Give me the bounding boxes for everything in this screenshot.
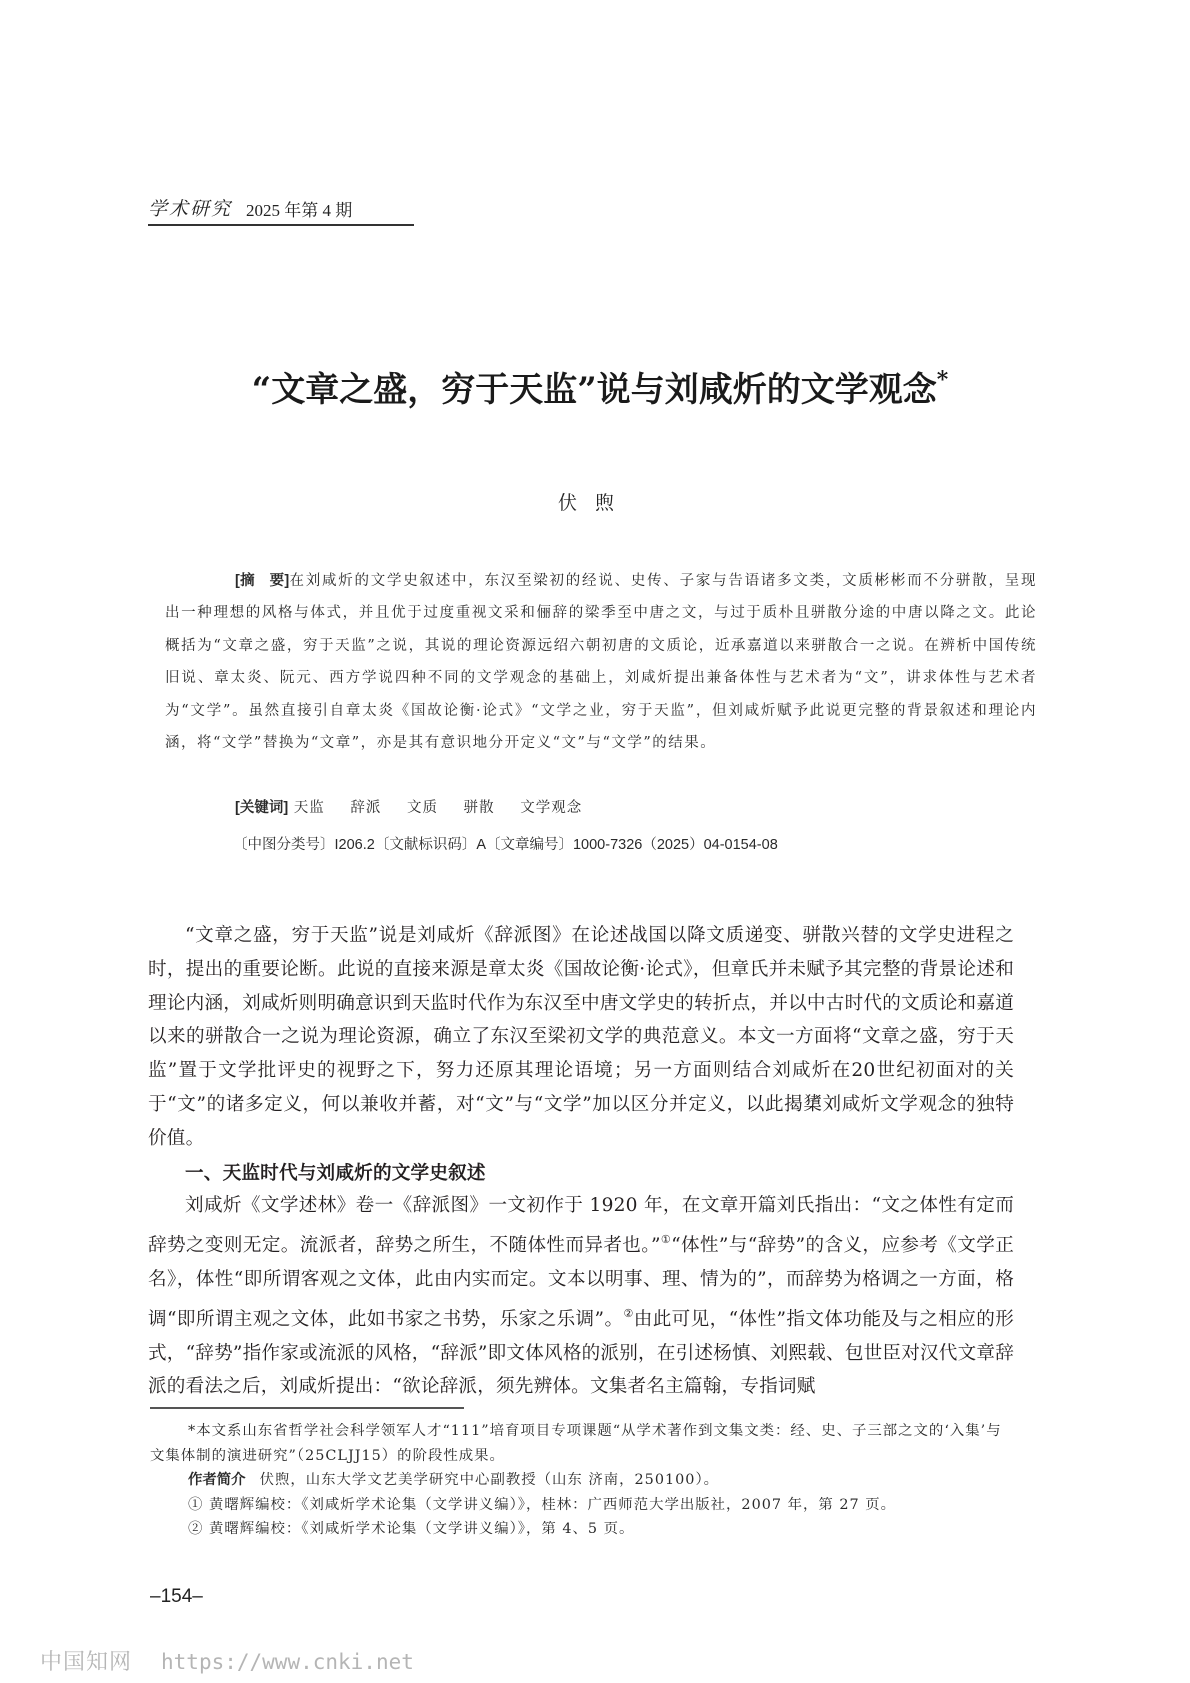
abstract-text: 在刘咸炘的文学史叙述中，东汉至梁初的经说、史传、子家与告语诸多文类，文质彬彬而不分骈散，呈现出一种理想的风格与体式，并且优于过度重视文采和俪辞的梁季至中唐之文，与过于质朴且骈散分途的中唐以降之文。此论概括为“文章之盛，穷于天监”之说，其说的理论资源远绍六朝初唐的文质论，近承嘉道以来骈散合一之说。在辨析中国传统旧说、章太炎、阮元、西方学说四种不同的文学观念的基础上，刘咸炘提出兼备体性与艺术者为“文”，讲求体性与艺术者为“文学”。虽然直接引自章太炎《国故论衡·论式》“文学之业，穷于天监”，但刘咸炘赋予此说更完整的背景叙述和理论内涵，将“文学”替换为“文章”，亦是其有意识地分开定义“文”与“文学”的结果。 (165, 573, 1037, 752)
section-heading: 一、天监时代与刘咸炘的文学史叙述 (185, 1161, 486, 1183)
keyword: 骈散 (463, 800, 495, 816)
footnote-ref-1[interactable]: ① (660, 1233, 672, 1247)
keyword: 辞派 (350, 800, 382, 816)
article-body (148, 919, 1014, 1404)
author-bio (150, 1468, 1016, 1493)
footnotes (150, 1419, 1016, 1542)
article-title (150, 362, 1050, 411)
title-text: “文章之盛，穷于天监”说与刘咸炘的文学观念 (251, 370, 937, 410)
classification-codes: 〔中图分类号〕I206.2〔文献标识码〕A〔文章编号〕1000-7326（2025）04-0154-08 (233, 837, 778, 853)
footnote-ref-2[interactable]: ② (623, 1306, 634, 1320)
page-number: –154– (150, 1586, 203, 1607)
paragraph-text: 由此可见，“体性”指文体功能及与之相应的形式，“辞势”指作家或流派的风格，“辞派”即文体风格的派别，在引述杨慎、刘熙载、包世臣对汉代文章辞派的看法之后，刘咸炘提出：“欲论辞派，须先辨体。文集者名主篇翰，专指词赋 (148, 1308, 1015, 1398)
keyword: 文学观念 (520, 800, 583, 816)
paragraph-text: 刘咸炘《文学述林》卷一《辞派图》一文初作于 1920 年，在文章开篇刘氏指出：“文之体性有定而辞势之变则无定。流派者，辞势之所生，不随体性而异者也。” (148, 1195, 1014, 1257)
watermark (40, 1645, 414, 1676)
author-bio-label: 作者简介 (188, 1472, 246, 1488)
abstract-label: [摘 要] (235, 573, 290, 589)
intro-paragraph: “文章之盛，穷于天监”说是刘咸炘《辞派图》在论述战国以降文质递变、骈散兴替的文学史进程之时，提出的重要论断。此说的直接来源是章太炎《国故论衡·论式》，但章氏并未赋予其完整的背景论述和理论内涵，刘咸炘则明确意识到天监时代作为东汉至中唐文学史的转折点，并以中古时代的文质论和嘉道以来的骈散合一之说为理论资源，确立了东汉至梁初文学的典范意义。本文一方面将“文章之盛，穷于天监”置于文学批评史的视野之下，努力还原其理论语境；另一方面则结合刘咸炘在20世纪初面对的关于“文”的诸多定义，何以兼收并蓄，对“文”与“文学”加以区分并定义，以此揭橥刘咸炘文学观念的独特价值。 (148, 925, 1014, 1149)
author-name: 伏煦 (557, 492, 632, 514)
journal-header (148, 190, 414, 226)
title-footnote-mark: * (936, 367, 949, 393)
paragraph-text: “体性”与“辞势”的含义，应参考《文学正名》，体性“即所谓客观之文体，此由内实而定。文本以明事、理、情为的”，而辞势为格调之一方面，格调“即所谓主观之文体，此如书家之书势，乐家之乐调”。 (148, 1235, 1014, 1330)
keywords-label: [关键词] (235, 800, 289, 816)
keyword: 文质 (407, 800, 438, 816)
funding-note: *本文系山东省哲学社会科学领军人才“111”培育项目专项课题“从学术著作到文集文类：经、史、子三部之文的‘入集’与文集体制的演进研究”（25CLJJ15）的阶段性成果。 (150, 1423, 1002, 1464)
footnote-divider (150, 1407, 464, 1409)
watermark-site-name: 中国知网 (40, 1650, 133, 1675)
author-bio-text: 伏煦，山东大学文艺美学研究中心副教授（山东 济南，250100）。 (259, 1472, 720, 1488)
watermark-url[interactable]: https://www.cnki.net (161, 1650, 414, 1674)
abstract (165, 565, 1037, 759)
keywords (235, 796, 602, 817)
keyword: 天监 (293, 800, 325, 816)
footnote-2: ② 黄曙辉编校：《刘咸炘学术论集（文学讲义编）》，第 4、5 页。 (188, 1521, 635, 1537)
body-paragraph (148, 1189, 1014, 1404)
journal-logo: 学术研究 (148, 198, 233, 220)
issue-label: 2025 年第 4 期 (246, 201, 353, 220)
footnote-1: ① 黄曙辉编校：《刘咸炘学术论集（文学讲义编）》，桂林：广西师范大学出版社，2007 年，第 27 页。 (188, 1496, 897, 1513)
